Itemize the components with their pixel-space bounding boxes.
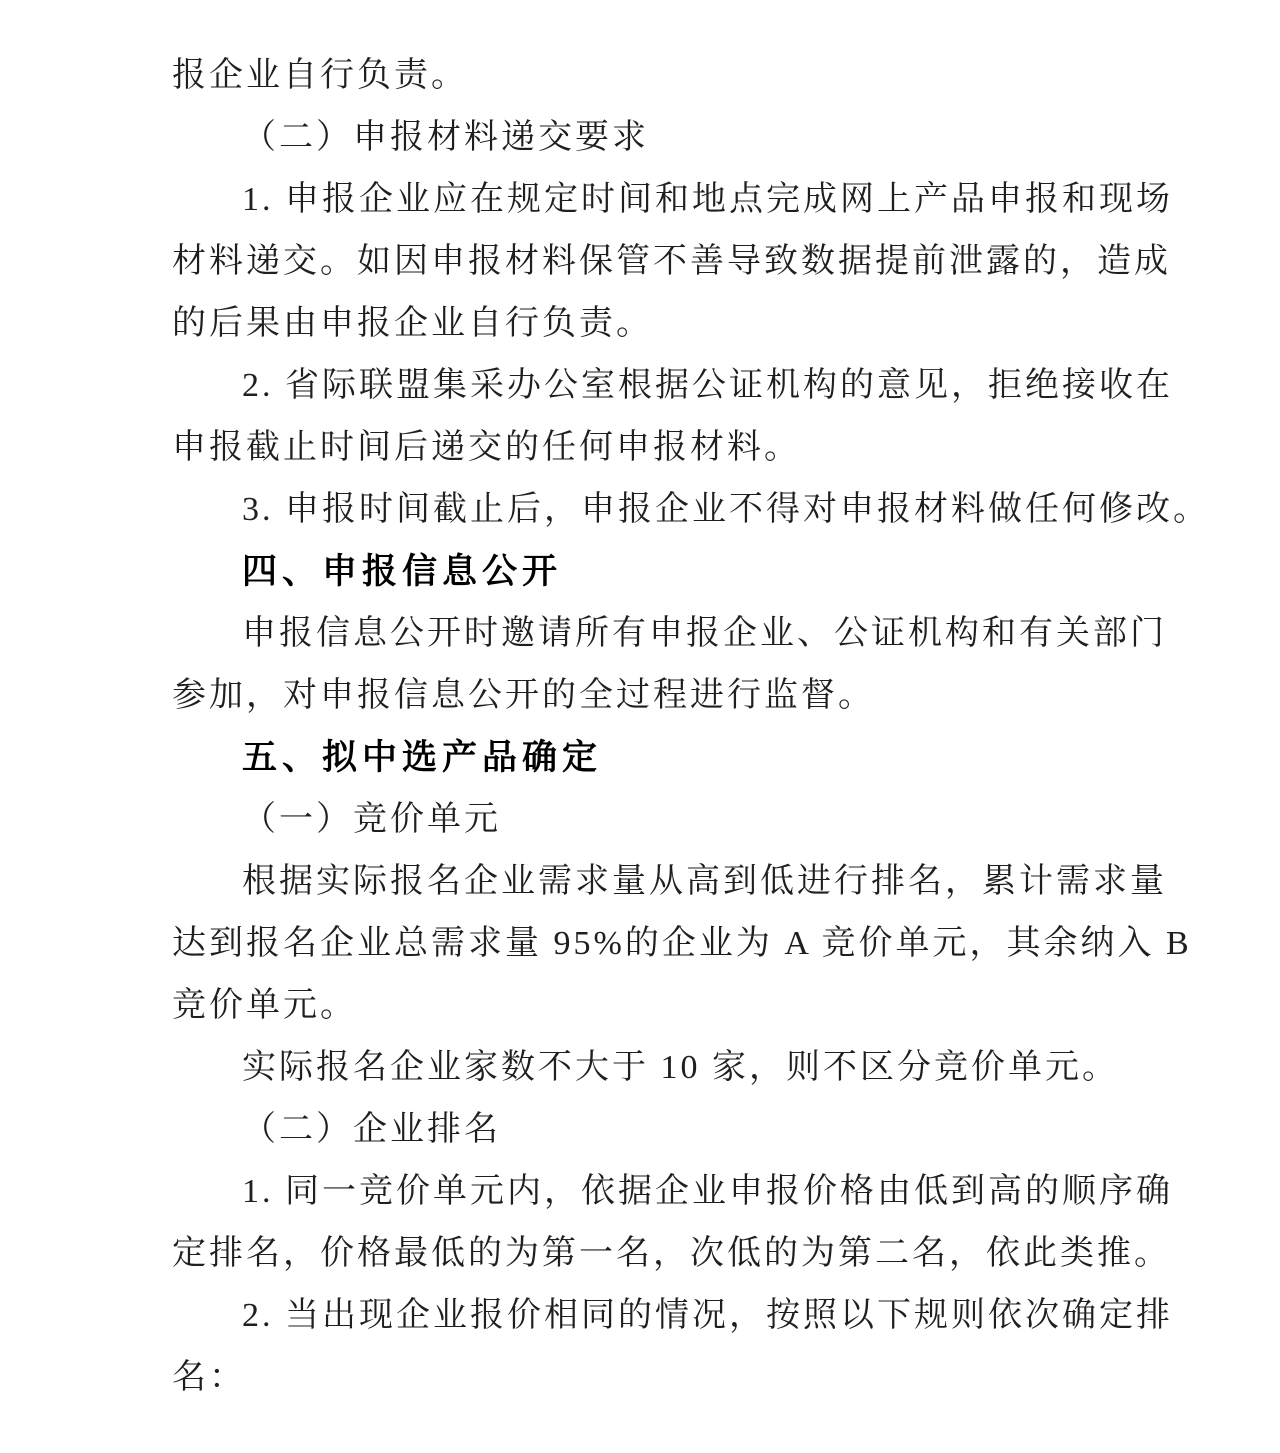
document-line: 达到报名企业总需求量 95%的企业为 A 竞价单元，其余纳入 B: [172, 925, 1192, 962]
document-line: 实际报名企业家数不大于 10 家，则不区分竞价单元。: [242, 1049, 1119, 1086]
document-line: 根据实际报名企业需求量从高到低进行排名，累计需求量: [242, 863, 1167, 900]
section-heading-product-selection: 五、拟中选产品确定: [242, 738, 603, 777]
document-line: 定排名，价格最低的为第一名，次低的为第二名，依此类推。: [172, 1235, 1171, 1272]
document-line: 的后果由申报企业自行负责。: [172, 305, 653, 342]
document-line: 名：: [172, 1359, 246, 1396]
document-line: 1. 同一竞价单元内，依据企业申报价格由低到高的顺序确: [242, 1173, 1173, 1210]
document-line: 参加，对申报信息公开的全过程进行监督。: [172, 677, 875, 714]
document-line: 申报信息公开时邀请所有申报企业、公证机构和有关部门: [242, 615, 1167, 652]
document-line: 报企业自行负责。: [172, 57, 468, 94]
document-line: 材料递交。如因申报材料保管不善导致数据提前泄露的，造成: [172, 243, 1171, 280]
document-line: 3. 申报时间截止后，申报企业不得对申报材料做任何修改。: [242, 491, 1210, 528]
subsection-heading-material-submission: （二）申报材料递交要求: [242, 119, 649, 156]
document-line: 申报截止时间后递交的任何申报材料。: [172, 429, 801, 466]
subsection-heading-bidding-unit: （一）竞价单元: [242, 801, 501, 838]
document-line: 2. 当出现企业报价相同的情况，按照以下规则依次确定排: [242, 1297, 1173, 1334]
document-text-block: [172, 45, 1210, 1409]
subsection-heading-company-ranking: （二）企业排名: [242, 1111, 501, 1148]
document-line: 2. 省际联盟集采办公室根据公证机构的意见，拒绝接收在: [242, 367, 1173, 404]
document-line: 竞价单元。: [172, 987, 357, 1024]
document-line: 1. 申报企业应在规定时间和地点完成网上产品申报和现场: [242, 181, 1173, 218]
section-heading-info-disclosure: 四、申报信息公开: [242, 552, 563, 591]
